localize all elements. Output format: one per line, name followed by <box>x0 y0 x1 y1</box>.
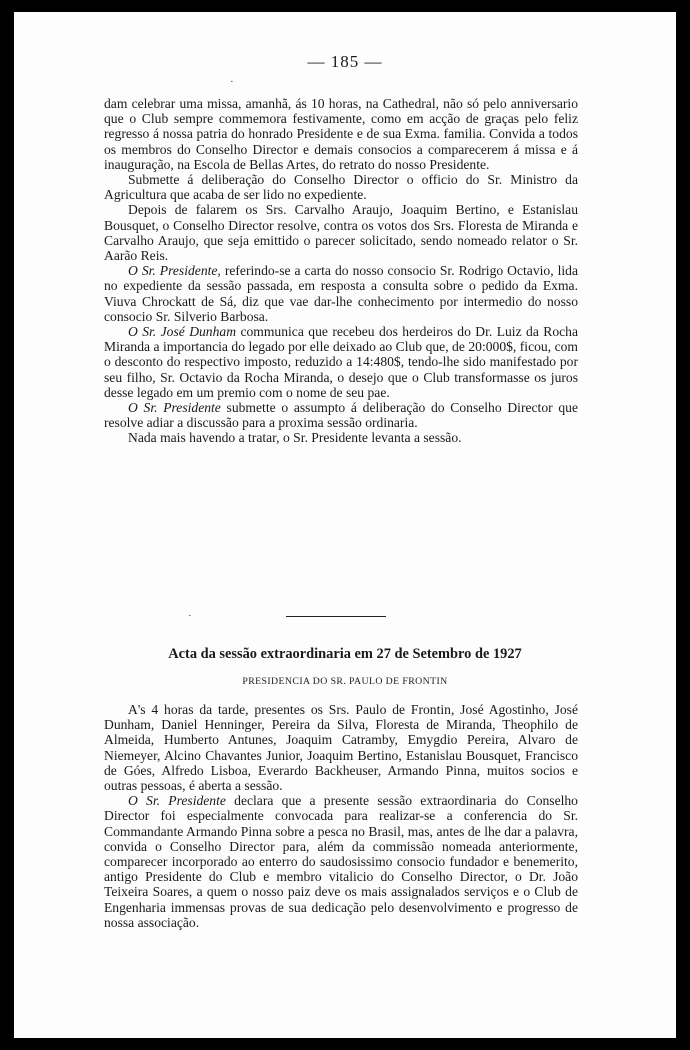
page-number: — 185 — <box>307 52 383 71</box>
paragraph: Submette á deliberação do Conselho Director o officio do Sr. Ministro da Agricultura que acaba de ser lido no expediente. <box>104 172 578 203</box>
paragraph-text: submette o assumpto á deliberação do Conselho Director que resolve adiar a discussão para a proxima sessão ordinaria. <box>104 400 578 431</box>
speaker-label: O Sr. Presidente <box>128 400 221 416</box>
section-divider <box>286 616 386 617</box>
print-speck: · <box>230 76 234 88</box>
paragraph: Depois de falarem os Srs. Carvalho Araujo, Joaquim Bertino, e Estanislau Bousquet, o Conselho Director resolve, contra os votos dos Srs. Floresta de Miranda e Carvalho Araujo, que seja emittido o parecer solicitado, sendo nomeado relator o Sr. Aarão Reis. <box>104 202 578 264</box>
print-speck: · <box>188 610 192 622</box>
speaker-label: O Sr. Presidente, <box>128 263 221 279</box>
paragraph <box>104 263 578 324</box>
paragraph: dam celebrar uma missa, amanhã, ás 10 horas, na Cathedral, não só pelo anniversario que o Club sempre commemora festivamente, como em acção de graças pelo feliz regresso á nossa patria do honrado Presidente e de sua Exma. familia. Convida a todos os membros do Conselho Director e demais consocios a comparecerem á missa e á inauguração, na Escola de Bellas Artes, do retrato do nosso Presidente. <box>104 96 578 172</box>
minutes-continuation <box>104 96 578 446</box>
paragraph-text: communica que recebeu dos herdeiros do Dr. Luiz da Rocha Miranda a importancia do legado por elle deixado ao Club que, de 20:000$, ficou, com o desconto do respectivo imposto, reduzido a 14:480$, tendo-lhe sido manifestado por seu filho, Sr. Octavio da Rocha Miranda, o desejo que o Club transformasse os juros desse legado em um premio com o nome de seu pae. <box>104 324 578 400</box>
paragraph-text: referindo-se a carta do nosso consocio Sr. Rodrigo Octavio, lida no expediente da sessão passada, em resposta a consulta sobre o pedido da Exma. Viuva Chrockatt de Sá, diz que vae dar-lhe conhecimento por intermedio do nosso consocio Sr. Silverio Barbosa. <box>104 263 578 324</box>
speaker-label: O Sr. Presidente <box>128 793 226 809</box>
section-title: Acta da sessão extraordinaria em 27 de Setembro de 1927 <box>168 646 522 662</box>
paragraph: A's 4 horas da tarde, presentes os Srs. Paulo de Frontin, José Agostinho, José Dunham, Daniel Henninger, Pereira da Silva, Floresta de Miranda, Theophilo de Almeida, Humberto Antunes, Joaquim Catramby, Emygdio Pereira, Alvaro de Niemeyer, Alcino Chavantes Junior, Joaquim Bertino, Estanislau Bousquet, Francisco de Góes, Alfredo Lisboa, Everardo Backheuser, Armando Pinna, muitos socios e outras pessoas, é aberta a sessão. <box>104 702 578 794</box>
minutes-extraordinary-session <box>104 702 578 930</box>
document-page <box>14 12 676 1038</box>
speaker-label: O Sr. José Dunham <box>128 324 237 340</box>
paragraph-text: declara que a presente sessão extraordinaria do Conselho Director foi especialmente convocada para realizar-se a conferencia do Sr. Commandante Armando Pinna sobre a pesca no Brasil, mas, antes de lhe dar a palavra, convida o Conselho Director para, além da commissão nomeada anteriormente, comparecer incorporado ao enterro do saudosissimo consocio fundador e benemerito, antigo Presidente do Club e membro vitalicio do Conselho Director, o Dr. João Teixeira Soares, a quem o nosso paiz deve os mais assignalados serviços e o Club de Engenharia immensas provas de sua dedicação pelo desenvolvimento e progresso de nossa associação. <box>104 793 578 930</box>
paragraph: Nada mais havendo a tratar, o Sr. Presidente levanta a sessão. <box>128 430 462 446</box>
paragraph <box>104 324 578 400</box>
section-subtitle: PRESIDENCIA DO SR. PAULO DE FRONTIN <box>242 676 448 687</box>
paragraph <box>104 400 578 430</box>
paragraph <box>104 793 578 930</box>
